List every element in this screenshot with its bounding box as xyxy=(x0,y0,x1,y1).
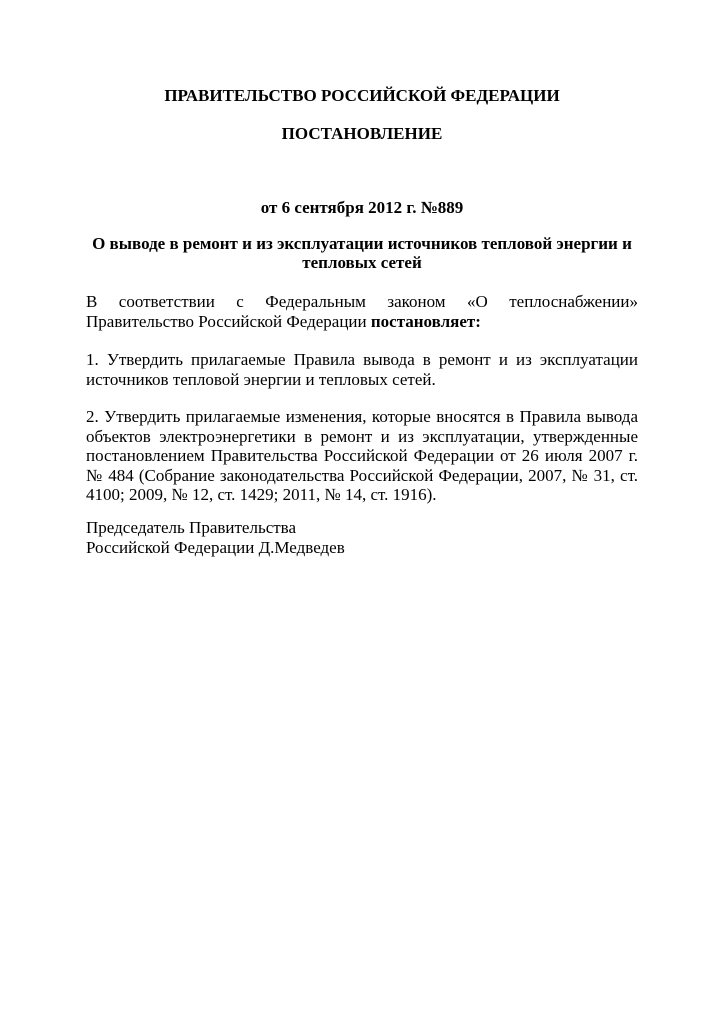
decree-keyword: постановляет: xyxy=(370,311,481,331)
date-number-line: от 6 сентября 2012 г. №889 xyxy=(260,198,464,217)
signature-block xyxy=(86,518,638,558)
intro-paragraph xyxy=(86,292,638,331)
item-2-paragraph: 2. Утвердить прилагаемые изменения, которые вносятся в Правила вывода объектов электроэнергетики в ремонт и из эксплуатации, утвержденные постановлением Правительства Российской Федерации от 26 июля 2007 г. № 484 (Собрание законодательства Российской Федерации, 2007, № 31, ст. 4100; 2009, № 12, ст. 1429; 2011, № 14, ст. 1916). xyxy=(86,407,638,504)
government-heading: ПРАВИТЕЛЬСТВО РОССИЙСКОЙ ФЕДЕРАЦИИ xyxy=(164,86,560,105)
signature-title: Председатель Правительства xyxy=(86,518,297,537)
document-type-heading: ПОСТАНОВЛЕНИЕ xyxy=(281,124,443,143)
item-1-paragraph: 1. Утвердить прилагаемые Правила вывода в ремонт и из эксплуатации источников тепловой энергии и тепловых сетей. xyxy=(86,350,638,389)
intro-line-1: В соответствии с Федеральным законом «О теплоснабжении» xyxy=(86,292,638,311)
subject-title: О выводе в ремонт и из эксплуатации источников тепловой энергии и тепловых сетей xyxy=(92,234,632,272)
intro-line-2-text: Правительство Российской Федерации xyxy=(86,311,371,331)
intro-line-2 xyxy=(86,312,638,332)
signature-name: Российской Федерации Д.Медведев xyxy=(86,538,345,557)
